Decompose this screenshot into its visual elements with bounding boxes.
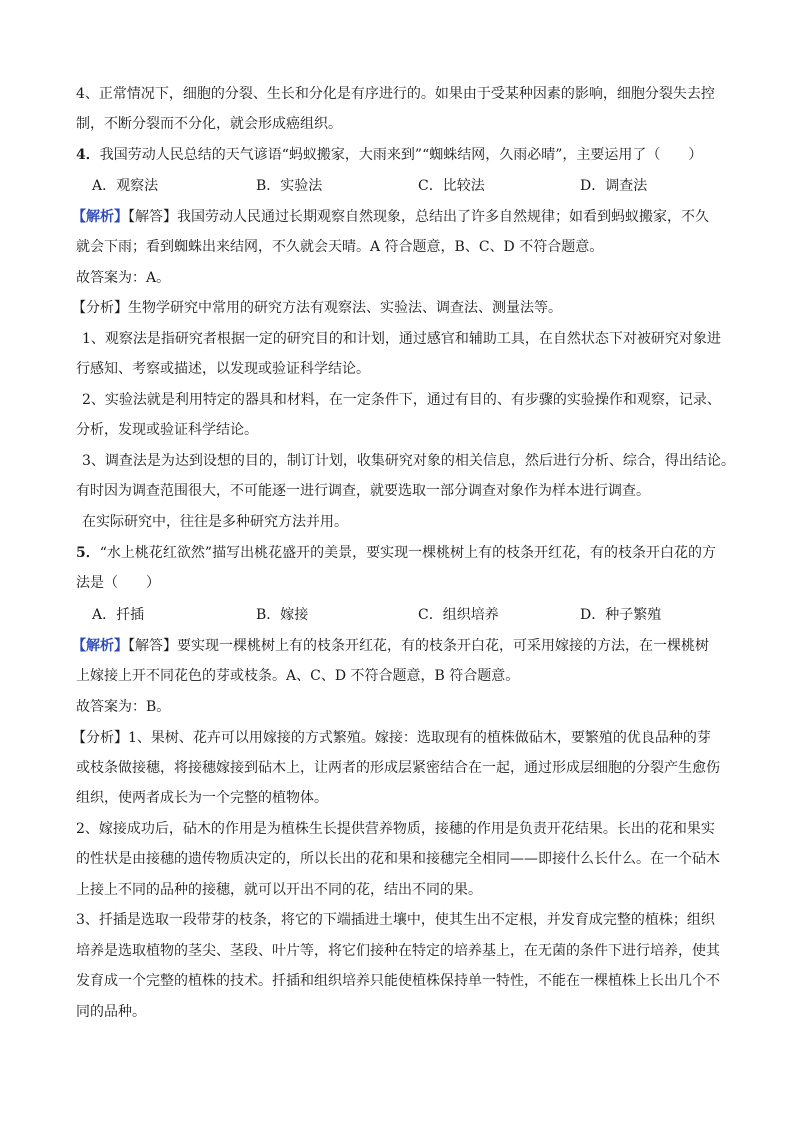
question-5-stem	[76, 543, 716, 563]
jiexi-tag: 【解析】	[72, 209, 128, 225]
analysis-line: 同的品种。	[76, 1004, 146, 1020]
answer-tag: 【解答】	[128, 209, 177, 225]
analysis-line: 组织，使两者成长为一个完整的植物体。	[76, 790, 328, 806]
option-b: B．嫁接	[256, 607, 309, 623]
analysis-line: 2、嫁接成功后，砧木的作用是为植株生长提供营养物质，接穗的作用是负责开花结果。长出的花和果实	[76, 821, 715, 837]
option-a: A．观察法	[92, 178, 159, 194]
paragraph-line: 制，不断分裂而不分化，就会形成癌组织。	[76, 116, 342, 132]
analysis-line: 1、观察法是指研究者根据一定的研究目的和计划，通过感官和辅助工具，在自然状态下对被研究对象进	[82, 331, 721, 347]
analysis-line: 的性状是由接穗的遗传物质决定的，所以长出的花和果和接穗完全相同——即接什么长什么。在一个砧木	[76, 851, 720, 867]
question-text: 我国劳动人民总结的天气谚语“蚂蚁搬家，大雨来到”“蜘蛛结网，久雨必晴”，主要运用了（ ）	[99, 147, 703, 163]
option-d: D．调查法	[580, 178, 648, 194]
analysis-line: 上接上不同的品种的接穗，就可以开出不同的花，结出不同的果。	[76, 882, 482, 898]
analysis-line: 培养是选取植物的茎尖、茎段、叶片等，将它们接种在特定的培养基上，在无菌的条件下进行培养，使其	[76, 943, 720, 959]
answer-line	[72, 207, 709, 227]
analysis-line: 分析，发现或验证科学结论。	[76, 422, 258, 438]
paragraph-line: 4、正常情况下，细胞的分裂、生长和分化是有序进行的。如果由于受某种因素的影响，细胞分裂失去控	[76, 86, 715, 102]
answer-text: 我国劳动人民通过长期观察自然现象，总结出了许多自然规律；如看到蚂蚁搬家，不久	[177, 209, 709, 225]
analysis-line	[72, 298, 562, 318]
question-text: “水上桃花红欲然”描写出桃花盛开的美景，要实现一棵桃树上有的枝条开红花，有的枝条开白花的方	[99, 545, 717, 561]
question-4-stem	[76, 145, 702, 165]
option-c: C．组织培养	[418, 607, 499, 623]
analysis-text: 1、果树、花卉可以用嫁接的方式繁殖。嫁接：选取现有的植株做砧木，要繁殖的优良品种的芽	[128, 730, 711, 746]
option-a: A．扦插	[92, 607, 145, 623]
final-answer: 故答案为：A。	[76, 270, 171, 286]
answer-line	[72, 636, 709, 656]
answer-tag: 【解答】	[128, 638, 177, 654]
analysis-line: 在实际研究中，往往是多种研究方法并用。	[82, 514, 348, 530]
analysis-line: 行感知、考察或描述，以发现或验证科学结论。	[76, 361, 370, 377]
analysis-line: 2、实验法就是利用特定的器具和材料，在一定条件下，通过有目的、有步骤的实验操作和观察，记录、	[82, 392, 721, 408]
option-d: D．种子繁殖	[580, 607, 662, 623]
answer-line: 上嫁接上开不同花色的芽或枝条。A、C、D 不符合题意，B 符合题意。	[76, 668, 520, 684]
analysis-line: 3、扦插是选取一段带芽的枝条，将它的下端插进土壤中，使其生出不定根，并发育成完整的植株；组织	[76, 912, 715, 928]
option-c: C．比较法	[418, 178, 485, 194]
option-b: B．实验法	[256, 178, 323, 194]
analysis-line: 有时因为调查范围很大，不可能逐一进行调查，就要选取一部分调查对象作为样本进行调查。	[76, 483, 650, 499]
analysis-text: 生物学研究中常用的研究方法有观察法、实验法、调查法、测量法等。	[128, 300, 562, 316]
answer-line: 就会下雨；看到蜘蛛出来结网，不久就会天晴。A 符合题意，B、C、D 不符合题意。	[76, 239, 604, 255]
question-number: 4．	[76, 147, 100, 163]
final-answer: 故答案为：B。	[76, 699, 171, 715]
analysis-line: 3、调查法是为达到设想的目的，制订计划，收集研究对象的相关信息，然后进行分析、综合，得出结论。	[82, 453, 735, 469]
fenxi-tag: 【分析】	[72, 300, 128, 316]
analysis-line: 或枝条做接穗，将接穗嫁接到砧木上，让两者的形成层紧密结合在一起，通过形成层细胞的分裂产生愈伤	[76, 760, 720, 776]
question-number: 5．	[76, 545, 100, 561]
answer-text: 要实现一棵桃树上有的枝条开红花，有的枝条开白花，可采用嫁接的方法，在一棵桃树	[177, 638, 709, 654]
question-text: 法是（ ）	[76, 575, 160, 591]
analysis-line	[72, 728, 711, 748]
jiexi-tag: 【解析】	[72, 638, 128, 654]
fenxi-tag: 【分析】	[72, 730, 128, 746]
analysis-line: 发育成一个完整的植株的技术。扦插和组织培养只能使植株保持单一特性，不能在一棵植株上长出几个不	[76, 973, 720, 989]
